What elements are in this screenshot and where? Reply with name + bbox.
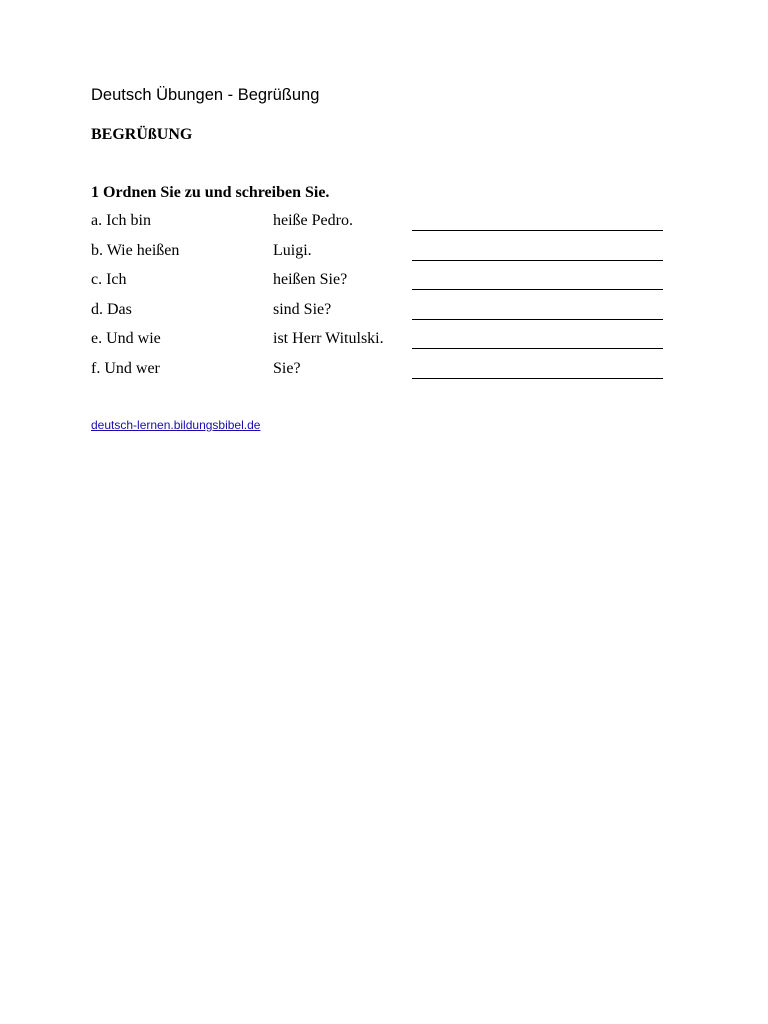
exercise-row-d bbox=[91, 301, 691, 331]
exercise-row-b bbox=[91, 242, 691, 272]
exercise-row-a bbox=[91, 212, 691, 242]
answer-line bbox=[412, 360, 663, 379]
document-title: Deutsch Übungen - Begrüßung bbox=[91, 86, 320, 104]
answer-line bbox=[412, 301, 663, 320]
answer-line bbox=[412, 271, 663, 290]
sentence-ending: Luigi. bbox=[273, 241, 312, 259]
sentence-start: e. Und wie bbox=[91, 330, 161, 348]
sentence-ending: sind Sie? bbox=[273, 300, 332, 318]
sentence-start: a. Ich bin bbox=[91, 212, 151, 229]
sentence-ending: heißen Sie? bbox=[273, 271, 348, 289]
section-heading: BEGRÜßUNG bbox=[91, 126, 193, 143]
sentence-ending: ist Herr Witulski. bbox=[273, 330, 384, 348]
answer-line bbox=[412, 242, 663, 261]
exercise-row-c bbox=[91, 271, 691, 301]
exercise-heading: 1 Ordnen Sie zu und schreiben Sie. bbox=[91, 184, 330, 201]
sentence-ending: Sie? bbox=[273, 359, 301, 377]
exercise-row-e bbox=[91, 330, 691, 360]
sentence-start: b. Wie heißen bbox=[91, 241, 180, 259]
sentence-start: d. Das bbox=[91, 300, 132, 318]
sentence-start: c. Ich bbox=[91, 271, 127, 289]
sentence-start: f. Und wer bbox=[91, 359, 160, 377]
exercise-row-f bbox=[91, 360, 691, 390]
sentence-ending: heiße Pedro. bbox=[273, 212, 353, 229]
answer-line bbox=[412, 330, 663, 349]
answer-line bbox=[412, 212, 663, 231]
source-link[interactable]: deutsch-lernen.bildungsbibel.de bbox=[91, 418, 261, 432]
exercise-rows bbox=[91, 212, 691, 390]
